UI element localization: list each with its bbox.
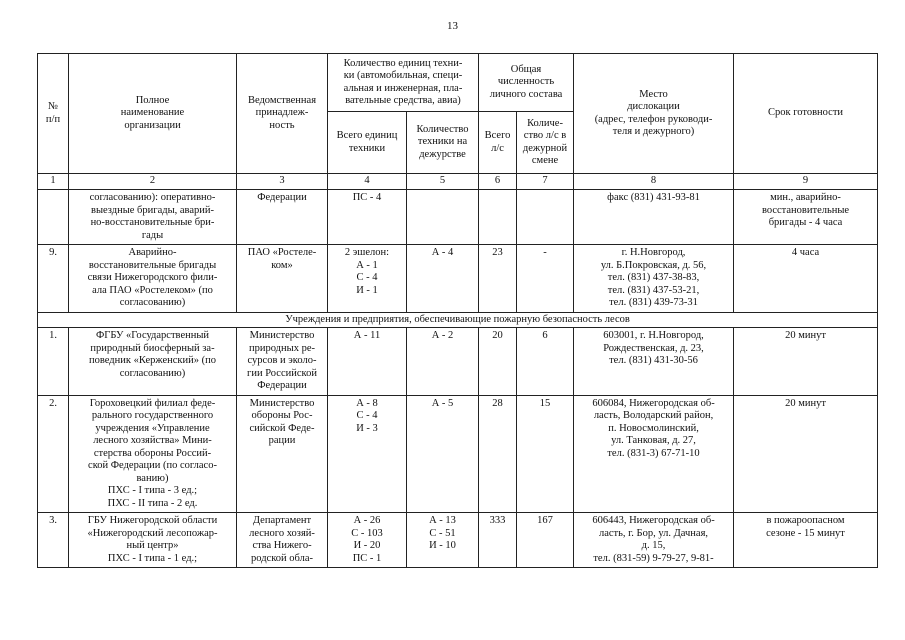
table-row xyxy=(38,513,878,568)
header-staff-on-shift: Количе- ство л/с в дежурной смене xyxy=(517,112,574,174)
staff-total: 28 xyxy=(479,395,517,513)
table-row xyxy=(38,245,878,313)
equipment-total: А - 8 С - 4 И - 3 xyxy=(328,395,407,513)
organization-name: ФГБУ «Государственный природный биосферный за- поведник «Керженский» (по согласованию) xyxy=(69,328,237,396)
equipment-on-duty: А - 5 xyxy=(407,395,479,513)
row-number: 1. xyxy=(38,328,69,396)
staff-on-shift: 6 xyxy=(517,328,574,396)
table-row xyxy=(38,328,878,396)
column-number: 9 xyxy=(734,174,878,190)
organization-name: согласованию): оперативно- выездные бригады, аварий- но-восстановительные бри- гады xyxy=(69,190,237,245)
header-number: № п/п xyxy=(38,54,69,174)
section-title: Учреждения и предприятия, обеспечивающие пожарную безопасность лесов xyxy=(38,312,878,328)
equipment-total: А - 11 xyxy=(328,328,407,396)
row-number: 2. xyxy=(38,395,69,513)
readiness-time: 4 часа xyxy=(734,245,878,313)
header-location: Место дислокации (адрес, телефон руководи- теля и дежурного) xyxy=(574,54,734,174)
organization-name: Аварийно- восстановительные бригады связи Нижегородского фили- ала ПАО «Ростелеком» (по согласованию) xyxy=(69,245,237,313)
equipment-on-duty: А - 4 xyxy=(407,245,479,313)
location: факс (831) 431-93-81 xyxy=(574,190,734,245)
staff-on-shift: 167 xyxy=(517,513,574,568)
table-row xyxy=(38,190,878,245)
department: Министерство природных ре- сурсов и эколо- гии Российской Федерации xyxy=(237,328,328,396)
header-organization-name: Полное наименование организации xyxy=(69,54,237,174)
location: 606084, Нижегородская об- ласть, Володарский район, п. Новосмолинский, ул. Танковая, д. 27, тел. (831-3) 67-71-10 xyxy=(574,395,734,513)
location: 603001, г. Н.Новгород, Рождественская, д. 23, тел. (831) 431-30-56 xyxy=(574,328,734,396)
row-number: 9. xyxy=(38,245,69,313)
column-number: 4 xyxy=(328,174,407,190)
organization-name: ГБУ Нижегородской области «Нижегородский лесопожар- ный центр» ПХС - I типа - 1 ед.; xyxy=(69,513,237,568)
table-header-row xyxy=(38,54,878,112)
department: Департамент лесного хозяй- ства Нижего- родской обла- xyxy=(237,513,328,568)
location: г. Н.Новгород, ул. Б.Покровская, д. 56, тел. (831) 437-38-83, тел. (831) 437-53-21, тел. (831) 439-73-31 xyxy=(574,245,734,313)
staff-on-shift xyxy=(517,190,574,245)
staff-total: 20 xyxy=(479,328,517,396)
equipment-total: А - 26 С - 103 И - 20 ПС - 1 xyxy=(328,513,407,568)
header-equipment-total: Всего единиц техники xyxy=(328,112,407,174)
header-staff-total: Всего л/с xyxy=(479,112,517,174)
column-number: 5 xyxy=(407,174,479,190)
page-number: 13 xyxy=(447,20,458,32)
equipment-on-duty: А - 2 xyxy=(407,328,479,396)
column-number: 7 xyxy=(517,174,574,190)
department: Министерство обороны Рос- сийской Феде- рации xyxy=(237,395,328,513)
row-number xyxy=(38,190,69,245)
organization-name: Гороховецкий филиал феде- рального государственного учреждения «Управление лесного хозяйства» Мини- стерства обороны Россий- ской Федерации (по согласо- ванию) ПХС - I типа - 3 ед.; ПХС - II типа - 2 ед. xyxy=(69,395,237,513)
header-equipment-on-duty: Количество техники на дежурстве xyxy=(407,112,479,174)
column-number-row xyxy=(38,174,878,190)
header-staff: Общая численность личного состава xyxy=(479,54,574,112)
readiness-time: 20 минут xyxy=(734,328,878,396)
column-number: 6 xyxy=(479,174,517,190)
staff-total: 333 xyxy=(479,513,517,568)
location: 606443, Нижегородская об- ласть, г. Бор, ул. Дачная, д. 15, тел. (831-59) 9-79-27, 9-81- xyxy=(574,513,734,568)
section-header-row xyxy=(38,312,878,328)
column-number: 3 xyxy=(237,174,328,190)
readiness-time: мин., аварийно- восстановительные бригады - 4 часа xyxy=(734,190,878,245)
readiness-time: в пожароопасном сезоне - 15 минут xyxy=(734,513,878,568)
organizations-table xyxy=(37,53,878,568)
equipment-on-duty xyxy=(407,190,479,245)
column-number: 1 xyxy=(38,174,69,190)
table-row xyxy=(38,395,878,513)
header-readiness: Срок готовности xyxy=(734,54,878,174)
column-number: 2 xyxy=(69,174,237,190)
equipment-on-duty: А - 13 С - 51 И - 10 xyxy=(407,513,479,568)
readiness-time: 20 минут xyxy=(734,395,878,513)
header-department: Ведомственная принадлеж- ность xyxy=(237,54,328,174)
staff-on-shift: 15 xyxy=(517,395,574,513)
column-number: 8 xyxy=(574,174,734,190)
staff-on-shift: - xyxy=(517,245,574,313)
header-equipment: Количество единиц техни- ки (автомобильная, специ- альная и инженерная, пла- вательные средства, авиа) xyxy=(328,54,479,112)
row-number: 3. xyxy=(38,513,69,568)
department: ПАО «Ростеле- ком» xyxy=(237,245,328,313)
staff-total: 23 xyxy=(479,245,517,313)
department: Федерации xyxy=(237,190,328,245)
staff-total xyxy=(479,190,517,245)
equipment-total: ПС - 4 xyxy=(328,190,407,245)
equipment-total: 2 эшелон: А - 1 С - 4 И - 1 xyxy=(328,245,407,313)
